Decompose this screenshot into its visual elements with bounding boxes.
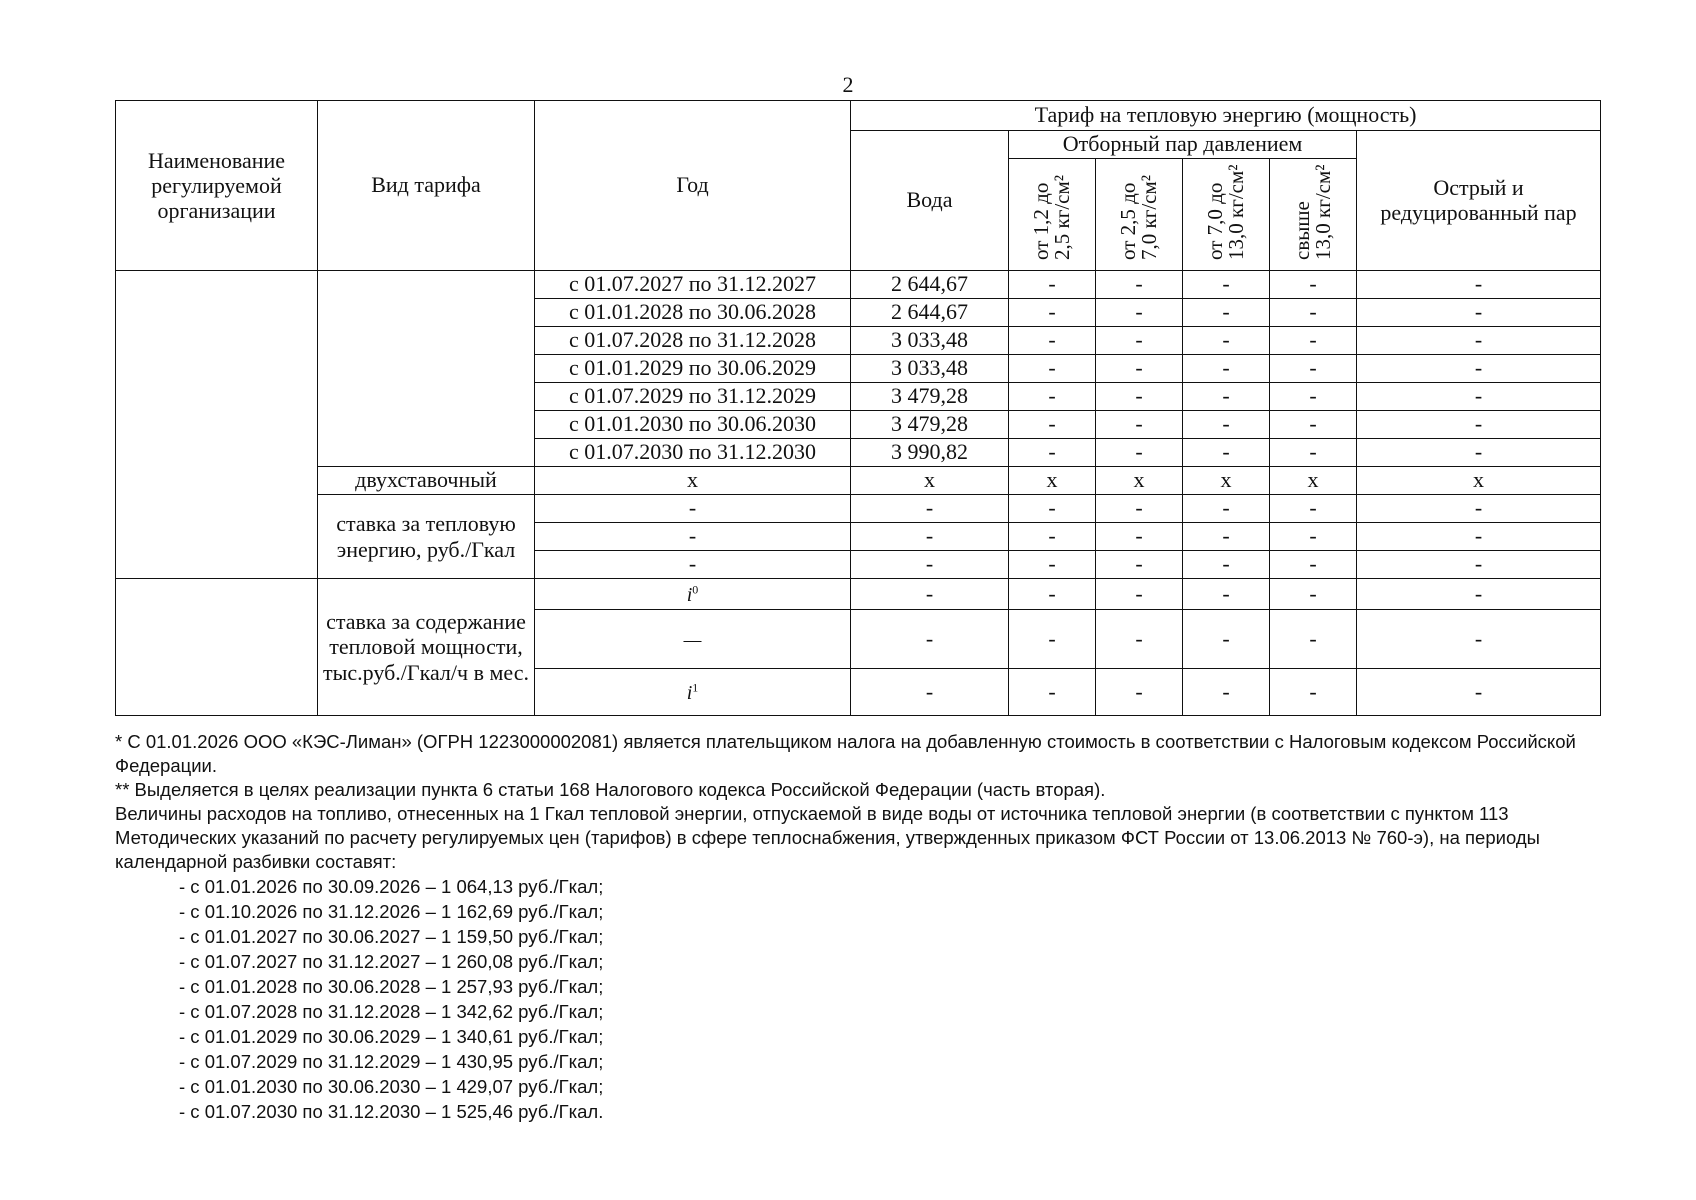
value-cell: - (1009, 579, 1096, 610)
org-name-cell-2 (116, 579, 318, 716)
value-cell: - (1270, 411, 1357, 439)
year-symbol: $i^1$ (686, 680, 699, 704)
value-cell: - (1357, 327, 1601, 355)
value-cell: - (1009, 271, 1096, 299)
table-body (116, 271, 1601, 716)
water-value-cell: 3 479,28 (851, 411, 1009, 439)
table-row (116, 271, 1601, 299)
list-item: - с 01.07.2027 по 31.12.2027 – 1 260,08 руб./Гкал; (179, 951, 604, 972)
value-cell: - (851, 579, 1009, 610)
value-cell: - (1009, 411, 1096, 439)
water-value-cell: 3 479,28 (851, 383, 1009, 411)
value-cell: - (535, 551, 851, 579)
value-cell: - (1270, 383, 1357, 411)
list-item: - с 01.01.2026 по 30.09.2026 – 1 064,13 руб./Гкал; (179, 876, 604, 897)
value-cell: - (1357, 355, 1601, 383)
value-cell: - (1096, 355, 1183, 383)
header-steam-3: от 7,0 до 13,0 кг/см² (1183, 159, 1270, 271)
value-cell: - (535, 523, 851, 551)
list-item: - с 01.01.2030 по 30.06.2030 – 1 429,07 руб./Гкал; (179, 1076, 604, 1097)
header-tariff-group: Тариф на тепловую энергию (мощность) (851, 101, 1601, 131)
value-cell: - (1009, 355, 1096, 383)
list-item: - с 01.07.2030 по 31.12.2030 – 1 525,46 руб./Гкал. (179, 1101, 604, 1122)
org-name-cell (116, 271, 318, 579)
value-cell: - (1357, 551, 1601, 579)
period-cell: с 01.01.2028 по 30.06.2028 (535, 299, 851, 327)
header-sharp-steam: Острый и редуцированный пар (1357, 131, 1601, 271)
value-cell: - (1096, 439, 1183, 467)
value-cell: - (1270, 327, 1357, 355)
value-cell: - (1270, 551, 1357, 579)
value-cell: - (1096, 610, 1183, 669)
value-cell: - (1183, 523, 1270, 551)
period-cell: с 01.07.2030 по 31.12.2030 (535, 439, 851, 467)
list-item: - с 01.10.2026 по 31.12.2026 – 1 162,69 руб./Гкал; (179, 901, 604, 922)
value-cell: - (1270, 669, 1357, 716)
value-cell: - (1009, 551, 1096, 579)
value-cell: - (1096, 579, 1183, 610)
value-cell: - (1270, 495, 1357, 523)
list-item: - с 01.07.2028 по 31.12.2028 – 1 342,62 руб./Гкал; (179, 1001, 604, 1022)
value-cell: - (1096, 383, 1183, 411)
table-row (116, 495, 1601, 523)
value-cell: - (1096, 495, 1183, 523)
list-item: - с 01.01.2029 по 30.06.2029 – 1 340,61 руб./Гкал; (179, 1026, 604, 1047)
value-cell: - (1357, 579, 1601, 610)
tariff-table (115, 100, 1601, 716)
note-article-168: ** Выделяется в целях реализации пункта 6 статьи 168 Налогового кодекса Российской Федерации (часть вторая). (115, 779, 1106, 800)
list-item: - с 01.07.2029 по 31.12.2029 – 1 430,95 руб./Гкал; (179, 1051, 604, 1072)
year-symbol-cell (535, 669, 851, 716)
header-water: Вода (851, 131, 1009, 271)
value-cell: - (1357, 271, 1601, 299)
capacity-rate-label: ставка за содержание тепловой мощности, тыс.руб./Гкал/ч в мес. (318, 579, 535, 716)
value-cell: - (1009, 669, 1096, 716)
fuel-intro: Величины расходов на топливо, отнесенных на 1 Гкал тепловой энергии, отпускаемой в виде воды от источника тепловой энергии (в соответствии с пунктом 113 Методических указаний по расчету регулируемых цен (тарифов) в сфере теплоснабжения, утвержденных приказом ФСТ России от 13.06.2013 № 760-э), на периоды календарной разбивки составят: (115, 803, 1540, 872)
header-extraction-steam: Отборный пар давлением (1009, 131, 1357, 159)
value-cell: - (1270, 523, 1357, 551)
value-cell: - (1183, 579, 1270, 610)
fuel-cost-list (115, 874, 1605, 1124)
header-org-name: Наименование регулируемой организации (116, 101, 318, 271)
value-cell: - (1096, 327, 1183, 355)
value-cell: - (1009, 383, 1096, 411)
water-value-cell: 3 033,48 (851, 355, 1009, 383)
value-cell: - (1009, 327, 1096, 355)
value-cell: - (1357, 495, 1601, 523)
table-row (116, 579, 1601, 610)
value-cell: x (535, 467, 851, 495)
year-symbol-cell (535, 610, 851, 669)
value-cell: - (1270, 271, 1357, 299)
header-tariff-type: Вид тарифа (318, 101, 535, 271)
value-cell: - (1183, 327, 1270, 355)
value-cell: x (851, 467, 1009, 495)
value-cell: - (1183, 299, 1270, 327)
value-cell: - (1357, 299, 1601, 327)
value-cell: - (1183, 271, 1270, 299)
value-cell: x (1183, 467, 1270, 495)
value-cell: - (1270, 610, 1357, 669)
value-cell: - (1270, 299, 1357, 327)
list-item: - с 01.01.2027 по 30.06.2027 – 1 159,50 руб./Гкал; (179, 926, 604, 947)
year-symbol-cell (535, 579, 851, 610)
header-steam-2: от 2,5 до 7,0 кг/см² (1096, 159, 1183, 271)
two-step-label: двухставочный (318, 467, 535, 495)
table-header (116, 101, 1601, 271)
value-cell: - (851, 495, 1009, 523)
value-cell: - (1096, 523, 1183, 551)
note-vat: * С 01.01.2026 ООО «КЭС-Лиман» (ОГРН 1223000002081) является плательщиком налога на добавленную стоимость в соответствии с Налоговым кодексом Российской Федерации. (115, 731, 1576, 776)
value-cell: x (1270, 467, 1357, 495)
water-value-cell: 2 644,67 (851, 271, 1009, 299)
value-cell: - (1357, 439, 1601, 467)
value-cell: x (1357, 467, 1601, 495)
value-cell: - (851, 551, 1009, 579)
value-cell: - (1009, 495, 1096, 523)
period-cell: с 01.07.2028 по 31.12.2028 (535, 327, 851, 355)
value-cell: - (1096, 271, 1183, 299)
value-cell: - (1096, 551, 1183, 579)
tariff-type-cell (318, 271, 535, 467)
period-cell: с 01.01.2030 по 30.06.2030 (535, 411, 851, 439)
value-cell: - (1357, 523, 1601, 551)
value-cell: - (1096, 299, 1183, 327)
period-cell: с 01.07.2029 по 31.12.2029 (535, 383, 851, 411)
value-cell: - (1009, 439, 1096, 467)
notes (115, 730, 1605, 1124)
water-value-cell: 3 033,48 (851, 327, 1009, 355)
value-cell: x (1096, 467, 1183, 495)
period-cell: с 01.01.2029 по 30.06.2029 (535, 355, 851, 383)
value-cell: - (1183, 355, 1270, 383)
table-row (116, 467, 1601, 495)
value-cell: - (1357, 669, 1601, 716)
value-cell: - (1183, 383, 1270, 411)
value-cell: - (1009, 299, 1096, 327)
value-cell: - (1096, 669, 1183, 716)
value-cell: - (1183, 551, 1270, 579)
list-item: - с 01.01.2028 по 30.06.2028 – 1 257,93 руб./Гкал; (179, 976, 604, 997)
water-value-cell: 2 644,67 (851, 299, 1009, 327)
value-cell: - (1183, 439, 1270, 467)
value-cell: - (1270, 579, 1357, 610)
water-value-cell: 3 990,82 (851, 439, 1009, 467)
value-cell: - (1096, 411, 1183, 439)
period-cell: с 01.07.2027 по 31.12.2027 (535, 271, 851, 299)
header-steam-4: свыше 13,0 кг/см² (1270, 159, 1357, 271)
value-cell: - (1357, 383, 1601, 411)
value-cell: - (1009, 523, 1096, 551)
value-cell: - (535, 495, 851, 523)
value-cell: - (1357, 411, 1601, 439)
value-cell: - (1009, 610, 1096, 669)
value-cell: - (1183, 495, 1270, 523)
value-cell: - (851, 610, 1009, 669)
value-cell: - (851, 669, 1009, 716)
value-cell: - (1183, 610, 1270, 669)
value-cell: - (1270, 355, 1357, 383)
value-cell: - (1183, 411, 1270, 439)
page-number: 2 (842, 72, 854, 97)
value-cell: - (1183, 669, 1270, 716)
year-symbol: — (683, 628, 702, 651)
energy-rate-label: ставка за тепловую энергию, руб./Гкал (318, 495, 535, 579)
header-steam-1: от 1,2 до 2,5 кг/см² (1009, 159, 1096, 271)
value-cell: x (1009, 467, 1096, 495)
value-cell: - (1270, 439, 1357, 467)
year-symbol: $i^0$ (686, 582, 699, 606)
value-cell: - (1357, 610, 1601, 669)
value-cell: - (851, 523, 1009, 551)
header-year: Год (535, 101, 851, 271)
